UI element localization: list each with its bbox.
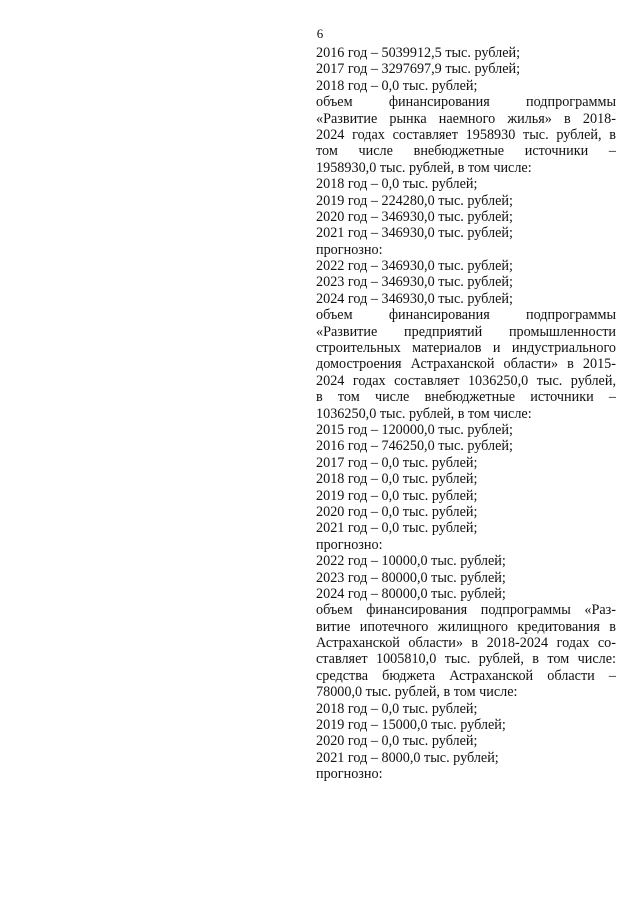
text-line: 2020 год – 0,0 тыс. рублей; bbox=[316, 733, 478, 750]
text-line: 2018 год – 0,0 тыс. рублей; bbox=[316, 700, 478, 717]
text-line: 2023 год – 80000,0 тыс. рублей; bbox=[316, 569, 506, 586]
text-line: 2019 год – 15000,0 тыс. рублей; bbox=[316, 717, 506, 734]
text-line: 2018 год – 0,0 тыс. рублей; bbox=[316, 77, 478, 94]
text-line: строительных материалов и индустриального bbox=[316, 340, 616, 357]
text-line: 2019 год – 224280,0 тыс. рублей; bbox=[316, 192, 513, 209]
text-line: том числе внебюджетные источники – bbox=[316, 143, 616, 160]
text-line: 2019 год – 0,0 тыс. рублей; bbox=[316, 487, 478, 504]
text-line: в том числе внебюджетные источники – bbox=[316, 389, 616, 406]
text-line: 2024 годах составляет 1036250,0 тыс. рублей, bbox=[316, 372, 616, 389]
text-line: 2021 год – 346930,0 тыс. рублей; bbox=[316, 225, 513, 242]
text-line: 2018 год – 0,0 тыс. рублей; bbox=[316, 176, 478, 193]
text-line: Астраханской области» в 2018-2024 годах со- bbox=[316, 635, 616, 652]
text-line: прогнозно: bbox=[316, 766, 383, 783]
text-line: «Развитие рынка наемного жилья» в 2018- bbox=[316, 110, 616, 127]
text-line: 2020 год – 0,0 тыс. рублей; bbox=[316, 503, 478, 520]
text-line: домостроения Астраханской области» в 2015- bbox=[316, 356, 616, 373]
text-line: 2016 год – 5039912,5 тыс. рублей; bbox=[316, 45, 521, 61]
text-line: 1036250,0 тыс. рублей, в том числе: bbox=[316, 405, 532, 422]
text-line: 2017 год – 0,0 тыс. рублей; bbox=[316, 454, 478, 471]
text-line: 2023 год – 346930,0 тыс. рублей; bbox=[316, 274, 513, 291]
text-line: 1958930,0 тыс. рублей, в том числе: bbox=[316, 159, 532, 176]
text-line: объем финансирования подпрограммы bbox=[316, 94, 616, 111]
text-line: 2016 год – 746250,0 тыс. рублей; bbox=[316, 438, 513, 455]
text-line: объем финансирования подпрограммы bbox=[316, 307, 616, 324]
text-line: прогнозно: bbox=[316, 241, 383, 258]
text-line: 2017 год – 3297697,9 тыс. рублей; bbox=[316, 61, 521, 78]
text-line: 2024 год – 346930,0 тыс. рублей; bbox=[316, 290, 513, 307]
text-line: 2022 год – 10000,0 тыс. рублей; bbox=[316, 553, 506, 570]
text-line: 2018 год – 0,0 тыс. рублей; bbox=[316, 471, 478, 488]
text-line: «Развитие предприятий промышленности bbox=[316, 323, 616, 340]
text-line: средства бюджета Астраханской области – bbox=[316, 667, 616, 684]
text-line: 2022 год – 346930,0 тыс. рублей; bbox=[316, 258, 513, 275]
text-line: 2021 год – 0,0 тыс. рублей; bbox=[316, 520, 478, 537]
text-line: 2021 год – 8000,0 тыс. рублей; bbox=[316, 749, 499, 766]
text-line: прогнозно: bbox=[316, 536, 383, 553]
text-line: объем финансирования подпрограммы «Раз- bbox=[316, 602, 616, 619]
text-line: 2024 годах составляет 1958930 тыс. рублей, в bbox=[316, 126, 616, 143]
text-column bbox=[316, 45, 616, 783]
text-line: витие ипотечного жилищного кредитования в bbox=[316, 618, 616, 635]
text-line: ставляет 1005810,0 тыс. рублей, в том числе: bbox=[316, 651, 616, 668]
text-line: 2015 год – 120000,0 тыс. рублей; bbox=[316, 421, 513, 438]
text-line: 2024 год – 80000,0 тыс. рублей; bbox=[316, 585, 506, 602]
page-number: 6 bbox=[316, 26, 324, 41]
text-line: 78000,0 тыс. рублей, в том числе: bbox=[316, 684, 518, 701]
text-line: 2020 год – 346930,0 тыс. рублей; bbox=[316, 208, 513, 225]
